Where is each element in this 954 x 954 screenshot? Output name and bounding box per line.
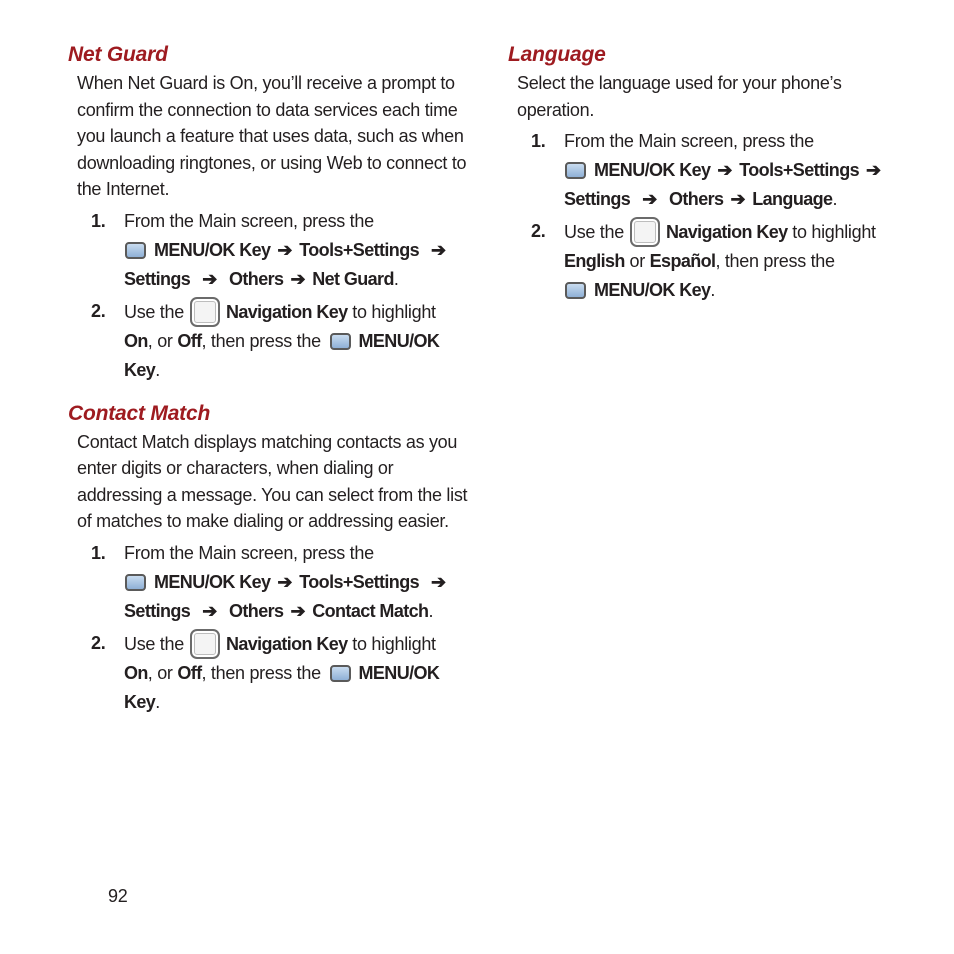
menu-ok-key-label: MENU/OK Key bbox=[124, 662, 440, 712]
step-number: 1. bbox=[531, 131, 546, 151]
period: . bbox=[832, 189, 838, 209]
period: . bbox=[393, 268, 399, 289]
use-the-text: Use the bbox=[124, 301, 184, 322]
navigation-key-label: Navigation Key bbox=[665, 222, 788, 242]
contact-match-label: Contact Match bbox=[312, 600, 429, 621]
language-intro: Select the language used for your phone’s operation. bbox=[517, 73, 842, 120]
net-guard-label: Net Guard bbox=[312, 268, 394, 289]
or-text: , or bbox=[147, 330, 173, 351]
arrow-icon: ➔ bbox=[202, 600, 218, 621]
use-the-text: Use the bbox=[124, 633, 184, 654]
arrow-icon: ➔ bbox=[277, 239, 293, 260]
arrow-icon: ➔ bbox=[202, 268, 218, 289]
arrow-icon: ➔ bbox=[277, 571, 293, 592]
option-espanol: Español bbox=[649, 251, 716, 271]
menu-ok-key-label: MENU/OK Key bbox=[594, 280, 711, 300]
arrow-icon: ➔ bbox=[717, 160, 733, 180]
section-title-net-guard: Net Guard bbox=[68, 43, 168, 66]
to-highlight-text: to highlight bbox=[352, 633, 436, 654]
period: . bbox=[155, 359, 160, 380]
option-off: Off bbox=[177, 330, 202, 351]
period: . bbox=[710, 280, 716, 300]
option-on: On bbox=[124, 662, 148, 683]
navigation-key-label: Navigation Key bbox=[225, 301, 348, 322]
or-text: or bbox=[629, 251, 645, 271]
menu-ok-key-icon bbox=[565, 162, 586, 179]
menu-ok-key-icon bbox=[330, 665, 351, 682]
step-number: 2. bbox=[91, 632, 106, 653]
language-label: Language bbox=[752, 189, 833, 209]
period: . bbox=[155, 691, 160, 712]
arrow-icon: ➔ bbox=[290, 600, 306, 621]
navigation-key-icon bbox=[190, 629, 220, 659]
section-title-language: Language bbox=[508, 43, 606, 66]
language-step-1 bbox=[517, 127, 908, 214]
contact-match-step-1 bbox=[77, 539, 468, 626]
arrow-icon: ➔ bbox=[642, 189, 658, 209]
or-text: , or bbox=[147, 662, 173, 683]
menu-ok-key-label: MENU/OK Key bbox=[154, 239, 271, 260]
step-text: From the Main screen, press the bbox=[564, 131, 814, 151]
option-off: Off bbox=[177, 662, 202, 683]
page-number: 92 bbox=[108, 886, 128, 906]
navigation-key-icon bbox=[630, 217, 660, 247]
left-column bbox=[68, 40, 468, 717]
arrow-icon: ➔ bbox=[431, 571, 446, 592]
arrow-icon: ➔ bbox=[866, 160, 881, 180]
others-label: Others bbox=[229, 268, 284, 289]
then-press-text: , then press the bbox=[201, 330, 321, 351]
then-press-text: , then press the bbox=[201, 662, 321, 683]
menu-ok-key-icon bbox=[125, 574, 146, 591]
net-guard-step-2 bbox=[77, 297, 468, 385]
settings-label: Settings bbox=[124, 600, 191, 621]
step-number: 1. bbox=[91, 542, 106, 563]
to-highlight-text: to highlight bbox=[352, 301, 436, 322]
contact-match-intro: Contact Match displays matching contacts as you enter digits or characters, when dialing or addressing a message. You can select from the list of matches to make dialing or addressing easier. bbox=[77, 431, 468, 531]
tools-settings-label: Tools+Settings bbox=[739, 160, 859, 180]
step-text: From the Main screen, press the bbox=[124, 542, 374, 563]
tools-settings-label: Tools+Settings bbox=[299, 571, 419, 592]
step-number: 2. bbox=[531, 221, 546, 241]
right-column bbox=[508, 40, 908, 305]
net-guard-step-1 bbox=[77, 207, 468, 294]
arrow-icon: ➔ bbox=[290, 268, 306, 289]
others-label: Others bbox=[669, 189, 724, 209]
menu-ok-key-icon bbox=[565, 282, 586, 299]
menu-ok-key-label: MENU/OK Key bbox=[124, 330, 440, 380]
section-title-contact-match: Contact Match bbox=[68, 401, 211, 425]
menu-ok-key-icon bbox=[330, 333, 351, 350]
then-press-text: , then press the bbox=[715, 251, 835, 271]
tools-settings-label: Tools+Settings bbox=[299, 239, 419, 260]
use-the-text: Use the bbox=[564, 222, 624, 242]
step-number: 2. bbox=[91, 300, 106, 321]
option-english: English bbox=[564, 251, 625, 271]
option-on: On bbox=[124, 330, 148, 351]
navigation-key-label: Navigation Key bbox=[225, 633, 348, 654]
net-guard-intro: When Net Guard is On, you’ll receive a prompt to confirm the connection to data services each time you launch a feature that uses data, such as when downloading ringtones, or using Web to connect to the Internet. bbox=[77, 73, 467, 199]
arrow-icon: ➔ bbox=[431, 239, 446, 260]
settings-label: Settings bbox=[564, 189, 631, 209]
menu-ok-key-icon bbox=[125, 242, 146, 259]
menu-ok-key-label: MENU/OK Key bbox=[154, 571, 271, 592]
period: . bbox=[428, 600, 434, 621]
to-highlight-text: to highlight bbox=[792, 222, 876, 242]
step-number: 1. bbox=[91, 210, 106, 231]
navigation-key-icon bbox=[190, 297, 220, 327]
settings-label: Settings bbox=[124, 268, 191, 289]
contact-match-step-2 bbox=[77, 629, 468, 717]
language-step-2 bbox=[517, 217, 908, 305]
menu-ok-key-label: MENU/OK Key bbox=[594, 160, 711, 180]
step-text: From the Main screen, press the bbox=[124, 210, 374, 231]
arrow-icon: ➔ bbox=[730, 189, 746, 209]
others-label: Others bbox=[229, 600, 284, 621]
